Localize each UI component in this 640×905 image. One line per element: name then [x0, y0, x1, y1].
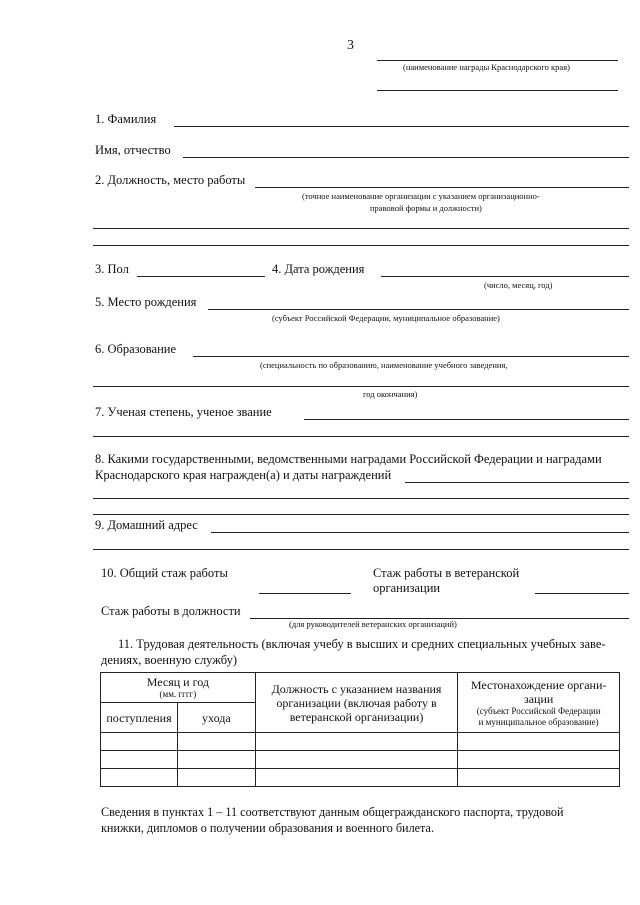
education-caption-1: (специальность по образованию, наименование учебного заведения, [260, 360, 508, 370]
sex-field[interactable] [137, 276, 265, 277]
career-label-1: 11. Трудовая деятельность (включая учебу в высших и средних специальных учебных заве- [118, 637, 606, 651]
total-exp-label: 10. Общий стаж работы [101, 566, 228, 580]
position-exp-caption: (для руководителей ветеранских организаций) [289, 619, 457, 629]
education-field[interactable] [193, 356, 629, 357]
veteran-exp-label-1: Стаж работы в ветеранской [373, 566, 520, 580]
table-cell[interactable] [255, 733, 457, 751]
month-year-header [101, 673, 256, 703]
position-label: 2. Должность, место работы [95, 173, 246, 187]
name-field[interactable] [183, 157, 629, 158]
table-row[interactable] [101, 733, 620, 751]
page-number: 3 [347, 38, 354, 53]
location-header [458, 673, 620, 733]
birthdate-label: 4. Дата рождения [272, 262, 365, 276]
leave-header: ухода [177, 703, 255, 733]
awards-label-1: 8. Какими государственными, ведомственными наградами Российской Федерации и наградами [95, 452, 602, 466]
table-cell[interactable] [177, 769, 255, 787]
veteran-exp-field[interactable] [535, 593, 629, 594]
birthplace-caption: (субъект Российской Федерации, муниципальное образование) [272, 313, 500, 323]
address-field-line-2[interactable] [93, 549, 629, 550]
awards-field-line-3[interactable] [93, 514, 629, 515]
table-cell[interactable] [255, 769, 457, 787]
position-exp-label: Стаж работы в должности [101, 604, 241, 618]
birthplace-field[interactable] [208, 309, 629, 310]
award-caption: (наименование награды Краснодарского края) [403, 62, 570, 72]
entry-header: поступления [101, 703, 178, 733]
month-year-title: Месяц и год [146, 675, 209, 689]
table-cell[interactable] [458, 751, 620, 769]
education-caption-2: год окончания) [363, 389, 418, 399]
birthdate-field[interactable] [381, 276, 629, 277]
location-header-line-3: (субъект Российской Федерации [476, 705, 601, 716]
table-cell[interactable] [458, 733, 620, 751]
table-cell[interactable] [255, 751, 457, 769]
education-field-line-2[interactable] [93, 386, 629, 387]
table-row[interactable] [101, 769, 620, 787]
position-caption-2: правовой формы и должности) [370, 203, 482, 213]
position-header-line-2: организации (включая работу в [276, 695, 437, 710]
award-name-line-2[interactable] [377, 90, 618, 91]
table-cell[interactable] [101, 751, 178, 769]
position-header-line-3: ветеранской организации) [289, 709, 424, 724]
position-header-line-1: Должность с указанием названия [271, 681, 442, 696]
table-cell[interactable] [458, 769, 620, 787]
sex-label: 3. Пол [95, 262, 129, 276]
location-header-line-2: зации [523, 691, 554, 706]
awards-field-line-2[interactable] [93, 498, 629, 499]
education-label: 6. Образование [95, 342, 177, 356]
career-table [100, 672, 620, 787]
career-label-2: дениях, военную службу) [101, 653, 238, 667]
birthplace-label: 5. Место рождения [95, 295, 197, 309]
table-cell[interactable] [101, 769, 178, 787]
position-field-line-3[interactable] [93, 245, 629, 246]
position-header [255, 673, 457, 733]
awards-field[interactable] [405, 482, 629, 483]
award-name-line[interactable] [377, 60, 618, 61]
degree-field[interactable] [304, 419, 629, 420]
location-header-line-1: Местонахождение органи- [470, 677, 607, 692]
footer-line-2: книжки, дипломов о получении образования и военного билета. [101, 821, 434, 835]
total-exp-field[interactable] [259, 593, 351, 594]
table-cell[interactable] [101, 733, 178, 751]
month-year-format: (мм. гггг) [159, 689, 197, 699]
veteran-exp-label-2: организации [373, 581, 441, 595]
address-label: 9. Домашний адрес [95, 518, 198, 532]
footer-line-1: Сведения в пунктах 1 – 11 соответствуют данным общегражданского паспорта, трудовой [101, 805, 564, 819]
surname-field[interactable] [174, 126, 629, 127]
position-field[interactable] [255, 187, 629, 188]
table-cell[interactable] [177, 751, 255, 769]
location-header-line-4: и муниципальное образование) [478, 716, 599, 727]
name-label: Имя, отчество [95, 143, 171, 157]
degree-label: 7. Ученая степень, ученое звание [95, 405, 272, 419]
address-field[interactable] [211, 532, 629, 533]
table-cell[interactable] [177, 733, 255, 751]
awards-label-2: Краснодарского края награжден(а) и даты награждений [95, 468, 392, 482]
surname-label: 1. Фамилия [95, 112, 157, 126]
position-caption-1: (точное наименование организации с указанием организационно- [302, 191, 540, 201]
birthdate-caption: (число, месяц, год) [484, 280, 553, 290]
table-row[interactable] [101, 751, 620, 769]
degree-field-line-2[interactable] [93, 436, 629, 437]
position-field-line-2[interactable] [93, 228, 629, 229]
